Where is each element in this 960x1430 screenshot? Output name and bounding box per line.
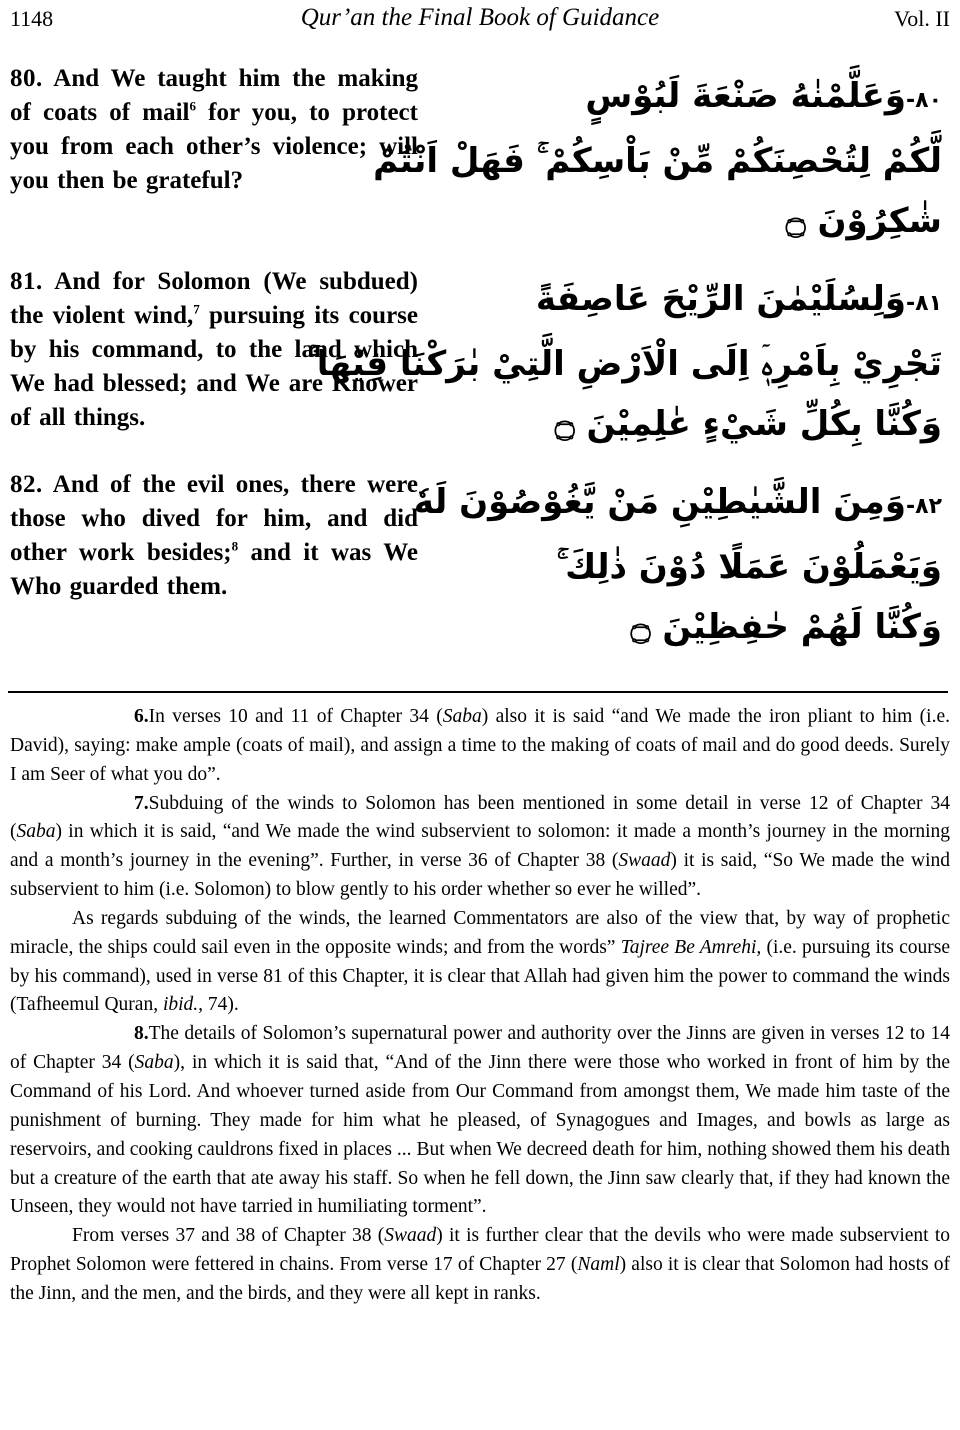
verse-80	[10, 62, 950, 265]
arabic-line: وَكُنَّا لَهُمْ حٰفِظِيْنَ ۝	[630, 607, 942, 647]
arabic-verse	[308, 269, 942, 454]
footnote-ref[interactable]: 6	[189, 98, 196, 114]
arabic-line: ۸۲-وَمِنَ الشَّيٰطِيْنِ مَنْ يَّغُوْصُوْنَ لَهٗ	[413, 482, 942, 522]
footnote-7: 7.Subduing of the winds to Solomon has been mentioned in some detail in verse 12 of Chapter 34 (Saba) in which it is said, “and We made the wind subservient to solomon: it made a month’s journey in the morning and a month’s journey in the evening”. Further, in verse 36 of Chapter 38 (Swaad) it is said, “So We made the wind subservient to him (i.e. Solomon) to blow gently to his order whether so ever he willed”.	[10, 790, 950, 905]
arabic-line: وَكُنَّا بِكُلِّ شَيْءٍ عٰلِمِيْنَ ۝	[554, 404, 942, 444]
arabic-line: شٰكِرُوْنَ ۝	[785, 201, 942, 241]
arabic-line: لَّكُمْ لِتُحْصِنَكُمْ مِّنْ بَاْسِكُمْ ۚ فَهَلْ اَنْتُمْ	[373, 141, 942, 181]
arabic-verse-number: ۸۲-	[906, 494, 942, 519]
verse-number: 82.	[10, 471, 43, 498]
footnote-ref[interactable]: 7	[193, 301, 200, 317]
arabic-line: ۸۱-وَلِسُلَيْمٰنَ الرِّيْحَ عَاصِفَةً	[535, 279, 942, 319]
arabic-verse-number: ۸۰-	[906, 88, 942, 113]
arabic-verse-number: ۸۱-	[906, 291, 942, 316]
verse-number: 80.	[10, 65, 43, 92]
verse-text: and it was We Who guarded them.	[10, 539, 418, 600]
verse-text: And for Solomon (We subdued) the violent wind,	[10, 268, 419, 329]
arabic-line: تَجْرِيْ بِاَمْرِهٖۤ اِلَى الْاَرْضِ الَّتِيْ بٰرَكْنَا فِيْهَا ۚ	[308, 344, 942, 384]
footnote-number: 7.	[134, 792, 149, 814]
volume-label: Vol. II	[894, 6, 950, 31]
verse-82	[10, 468, 950, 648]
page-number: 1148	[10, 6, 54, 31]
footnote-8: 8.The details of Solomon’s supernatural power and authority over the Jinns are given in verses 12 to 14 of Chapter 34 (Saba), in which it is said that, “And of the Jinn there were those who worked in front of him by the Command of his Lord. And whoever turned aside from Our Command from amongst them, We made him taste of the punishment of burning. They made for him what he pleased, of Synagogues and Images, and bowls as large as reservoirs, and cooking cauldrons fixed in places ... But when We decreed death for him, nothing showed them his death but a creature of the earth that ate away his staff. So when he fell down, the Jinn saw clearly that, if they had known the Unseen, they would not have tarried in humiliating torment”.	[10, 1020, 950, 1222]
arabic-line: ۸۰-وَعَلَّمْنٰهُ صَنْعَةَ لَبُوْسٍ	[585, 76, 942, 116]
footnote-divider	[8, 691, 948, 693]
verses-section	[10, 62, 950, 648]
footnote-6: 6.In verses 10 and 11 of Chapter 34 (Saba) also it is said “and We made the iron pliant to him (i.e. David), saying: make ample (coats of mail), and assign a time to the making of coats of mail and do good deeds. Surely I am Seer of what you do”.	[10, 703, 950, 790]
footnotes-section	[10, 703, 950, 1309]
page-header	[10, 2, 950, 36]
verse-text: pursuing its course by his command, to the land which We had blessed; and We are Knower of all things.	[10, 302, 418, 431]
arabic-verse	[373, 66, 942, 251]
footnote-ref[interactable]: 8	[231, 538, 239, 554]
arabic-line: وَيَعْمَلُوْنَ عَمَلًا دُوْنَ ذٰلِكَ ۚ	[556, 547, 942, 587]
verse-81	[10, 265, 950, 468]
footnote-number: 6.	[134, 706, 149, 727]
verse-translation	[10, 468, 418, 604]
footnote-8-continued: From verses 37 and 38 of Chapter 38 (Swaad) it is further clear that the devils who were made subservient to Prophet Solomon were fettered in chains. From verse 17 of Chapter 27 (Naml) also it is clear that Solomon had hosts of the Jinn, and the men, and the birds, and they were all kept in ranks.	[10, 1225, 951, 1304]
verse-number: 81.	[10, 268, 43, 295]
verse-text: And of the evil ones, there were those who dived for him, and did other work besides;	[10, 471, 419, 566]
arabic-verse	[413, 472, 942, 657]
verse-translation	[10, 62, 418, 198]
footnote-7-continued: As regards subduing of the winds, the learned Commentators are also of the view that, by way of prophetic miracle, the ships could sail even in the opposite winds; and from the words” Tajree Be Amrehi, (i.e. pursuing its course by his command), used in verse 81 of this Chapter, it is clear that Allah had given him the power to command the winds (Tafheemul Quran, ibid., 74).	[10, 907, 951, 1016]
verse-text: And We taught him the making of coats of mail	[10, 65, 418, 126]
footnote-number: 8.	[134, 1023, 149, 1045]
book-title: Qur’an the Final Book of Guidance	[300, 4, 660, 31]
verse-text: for you, to protect you from each other’s violence; will you then be grateful?	[10, 99, 418, 194]
